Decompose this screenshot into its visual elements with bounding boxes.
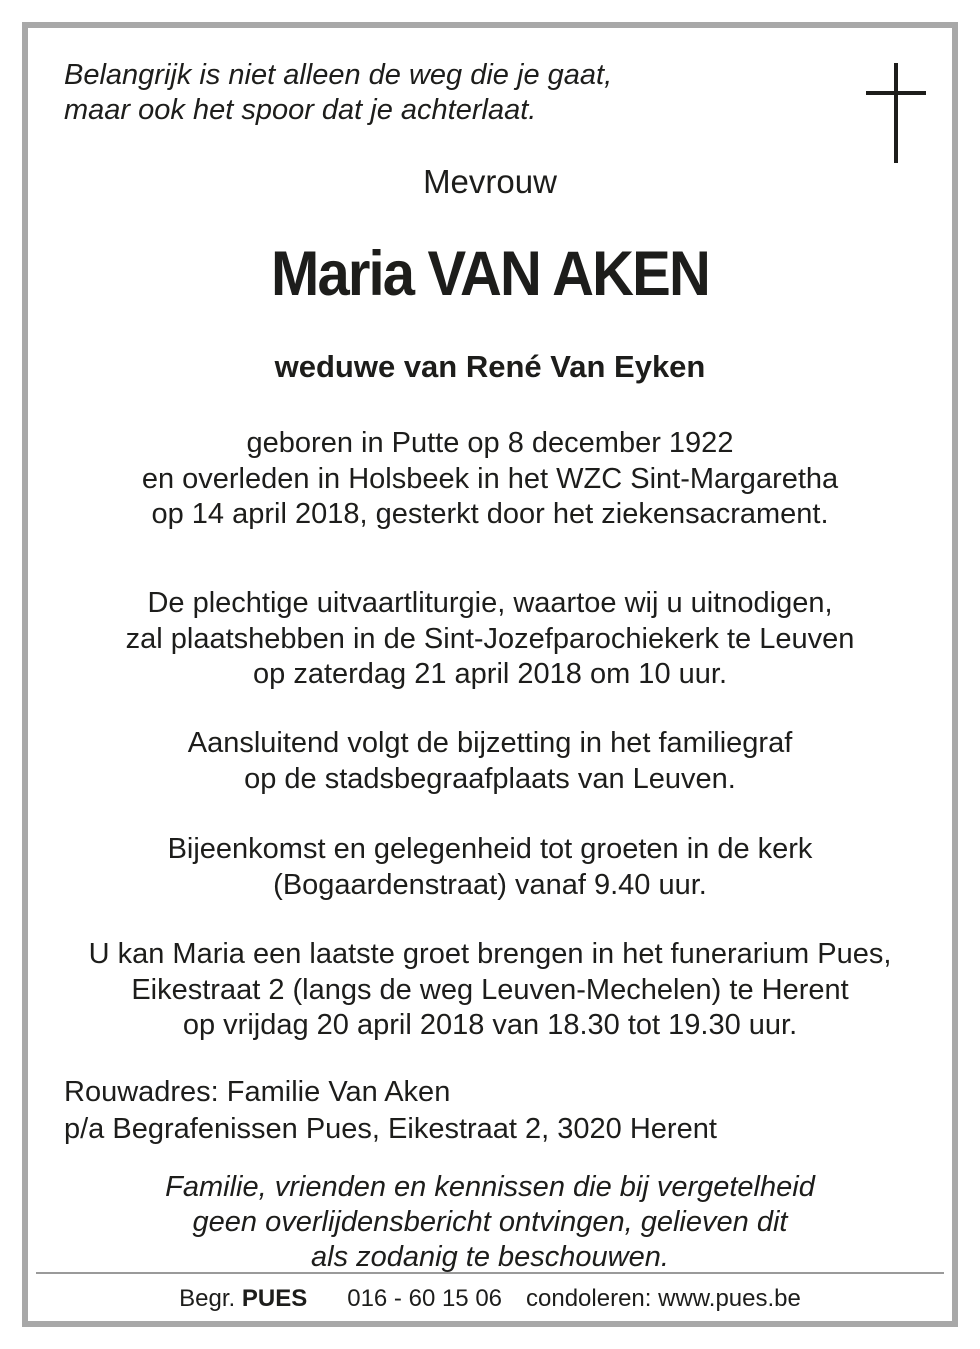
footer-prefix: Begr. <box>179 1285 236 1312</box>
opening-quote <box>64 58 612 128</box>
notice-line-1: Familie, vrienden en kennissen die bij vergetelheid <box>165 1171 815 1203</box>
address-line-1: Rouwadres: Familie Van Aken <box>64 1076 451 1108</box>
visitation-line-1: U kan Maria een laatste groet brengen in het funerarium Pues, <box>88 938 892 970</box>
burial-line-2: op de stadsbegraafplaats van Leuven. <box>244 762 736 795</box>
funeral-line-3: op zaterdag 21 april 2018 om 10 uur. <box>253 658 727 690</box>
gathering-line-2: (Bogaardenstraat) vanaf 9.40 uur. <box>273 868 707 901</box>
funeral-line-1: De plechtige uitvaartliturgie, waartoe wij u uitnodigen, <box>147 587 833 619</box>
mourning-address <box>64 1074 717 1148</box>
obituary-card <box>22 22 958 1327</box>
birth-line-2: en overleden in Holsbeek in het WZC Sint-Margaretha <box>141 462 839 495</box>
widow-of: weduwe van René Van Eyken <box>274 349 706 384</box>
notice-line-3: als zodanig te beschouwen. <box>311 1241 669 1273</box>
gathering-line-1: Bijeenkomst en gelegenheid tot groeten in de kerk <box>167 833 813 865</box>
birth-death-paragraph <box>28 426 952 533</box>
gathering-paragraph <box>28 832 952 903</box>
footer <box>28 1284 952 1314</box>
address-line-2: p/a Begrafenissen Pues, Eikestraat 2, 3020 Herent <box>64 1113 717 1145</box>
quote-line-1: Belangrijk is niet alleen de weg die je gaat, <box>64 59 613 91</box>
closing-notice <box>28 1170 952 1275</box>
birth-line-3: op 14 april 2018, gesterkt door het ziekensacrament. <box>151 498 829 530</box>
quote-line-2: maar ook het spoor dat je achterlaat. <box>64 94 537 126</box>
visitation-line-2: Eikestraat 2 (langs de weg Leuven-Mechelen) te Herent <box>131 973 849 1006</box>
visitation-line-3: op vrijdag 20 april 2018 van 18.30 tot 19.30 uur. <box>182 1009 798 1041</box>
funeral-paragraph <box>28 586 952 693</box>
footer-brand: PUES <box>241 1285 308 1312</box>
funeral-line-2: zal plaatshebben in de Sint-Jozefparochiekerk te Leuven <box>125 622 855 655</box>
salutation: Mevrouw <box>423 163 557 200</box>
footer-condolences: condoleren: www.pues.be <box>526 1285 801 1312</box>
burial-line-1: Aansluitend volgt de bijzetting in het familiegraf <box>187 727 793 759</box>
footer-divider <box>36 1272 944 1274</box>
deceased-name: Maria VAN AKEN <box>270 239 710 309</box>
birth-line-1: geboren in Putte op 8 december 1922 <box>246 427 734 459</box>
burial-paragraph <box>28 726 952 797</box>
visitation-paragraph <box>28 937 952 1044</box>
latin-cross-icon <box>866 63 926 163</box>
notice-line-2: geen overlijdensbericht ontvingen, gelieven dit <box>192 1206 788 1238</box>
footer-phone: 016 - 60 15 06 <box>347 1285 503 1312</box>
